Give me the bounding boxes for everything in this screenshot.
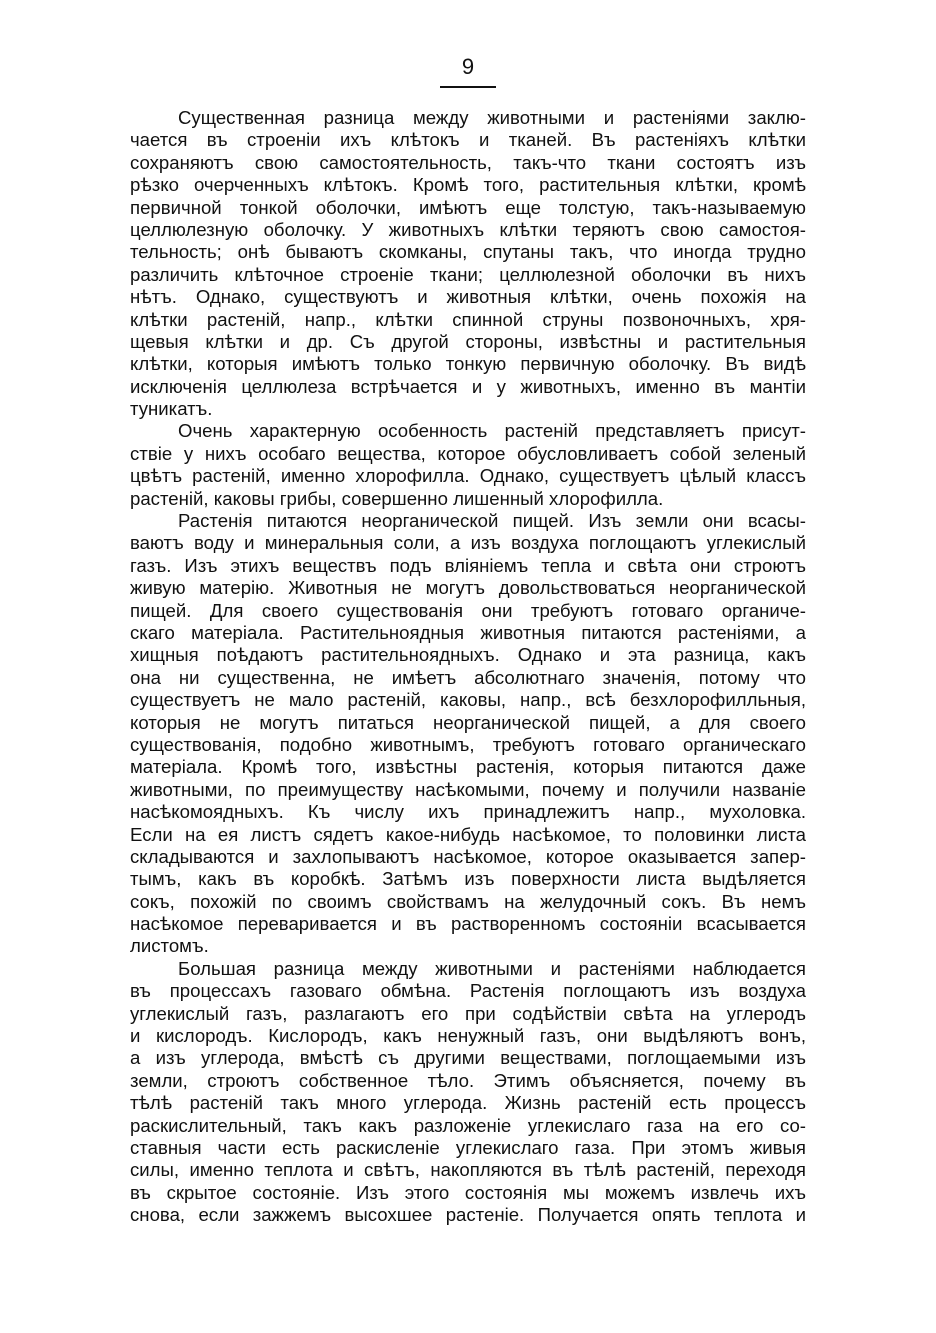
text-line: тымъ, какъ въ коробкѣ. Затѣмъ изъ поверхности листа выдѣляется — [130, 868, 806, 890]
text-line: тельность; онѣ бываютъ скомканы, спутаны такъ, что иногда трудно — [130, 241, 806, 263]
text-line: Существенная разница между животными и растеніями заклю- — [178, 107, 806, 128]
text-line: животными, по преимуществу насѣкомыми, почему и получили названіе — [130, 778, 806, 800]
text-line: хищныя поѣдаютъ растительноядныхъ. Однако и эта разница, какъ — [130, 644, 806, 666]
text-line: складываются и захлопываютъ насѣкомое, которое оказывается запер- — [130, 845, 806, 867]
text-line: Если на ея листъ сядетъ какое-нибудь насѣкомое, то половинки листа — [130, 823, 806, 845]
text-line: существуетъ не мало растеній, каковы, напр., всѣ безхлорофилльныя, — [130, 689, 806, 711]
page-number-underline — [440, 86, 496, 88]
text-line: ставныя части есть раскисленіе углекислаго газа. При этомъ живыя — [130, 1136, 806, 1158]
paragraph — [130, 510, 806, 958]
text-line: Большая разница между животными и растеніями наблюдается — [178, 957, 806, 979]
text-line: рѣзко очерченныхъ клѣтокъ. Кромѣ того, растительныя клѣтки, кромѣ — [130, 174, 806, 196]
text-line: растеній, каковы грибы, совершенно лишенный хлорофилла. — [130, 487, 664, 509]
text-line: снова, если зажжемъ высохшее растеніе. Получается опять теплота и — [130, 1204, 806, 1226]
text-line: земли, строютъ собственное тѣло. Этимъ объясняется, почему въ — [130, 1069, 806, 1091]
text-line: сохраняютъ свою самостоятельность, такъ-что ткани состоятъ изъ — [130, 151, 806, 173]
text-line: щевыя клѣтки и др. Съ другой стороны, извѣстны и растительныя — [130, 330, 806, 352]
text-line: матеріала. Кромѣ того, извѣстны растенія, которыя питаются даже — [130, 756, 806, 778]
text-line: клѣтки растеній, напр., клѣтки спинной струны позвоночныхъ, хря- — [130, 308, 806, 330]
text-line: цвѣтъ растеній, именно хлорофилла. Однако, существуетъ цѣлый классъ — [130, 465, 806, 487]
text-line: раскислительный, такъ какъ разложеніе углекислаго газа на его со- — [130, 1114, 806, 1136]
text-line: нѣтъ. Однако, существуютъ и животныя клѣтки, очень похожія на — [130, 286, 806, 308]
text-line: которыя не могутъ питаться неорганической пищей, а для своего — [130, 711, 806, 733]
text-line: въ процессахъ газоваго обмѣна. Растенія поглощаютъ изъ воздуха — [130, 980, 806, 1002]
text-line: а изъ углерода, вмѣстѣ съ другими веществами, поглощаемыми изъ — [130, 1047, 806, 1069]
text-line: насѣкомое переваривается и въ растворенномъ состояніи всасывается — [130, 913, 806, 935]
text-line: ваютъ воду и минеральныя соли, а изъ воздуха поглощаютъ углекислый — [130, 532, 806, 554]
text-line: Очень характерную особенность растеній представляетъ присут- — [178, 420, 806, 442]
text-line: листомъ. — [130, 935, 209, 957]
text-line: въ скрытое состояніе. Изъ этого состоянія мы можемъ извлечь ихъ — [130, 1181, 806, 1203]
text-line: исключенія целлюлеза встрѣчается и у животныхъ, именно въ мантіи — [130, 375, 806, 397]
body-text — [130, 107, 806, 1227]
paragraph — [130, 107, 806, 420]
text-line: углекислый газъ, разлагаютъ его при содѣйствіи свѣта на углеродъ — [130, 1002, 806, 1024]
text-line: пищей. Для своего существованія они требуютъ готоваго органиче- — [130, 599, 806, 621]
text-line: Растенія питаются неорганической пищей. Изъ земли они всасы- — [178, 510, 806, 532]
text-line: насѣкомоядныхъ. Къ числу ихъ принадлежитъ напр., мухоловка. — [130, 801, 806, 823]
text-line: различить клѣточное строеніе ткани; целлюлезной оболочки въ нихъ — [130, 263, 806, 285]
paragraph — [130, 958, 806, 1227]
text-line: и кислородъ. Кислородъ, какъ ненужный газъ, они выдѣляютъ вонъ, — [130, 1025, 806, 1047]
text-line: клѣтки, которыя имѣютъ только тонкую первичную оболочку. Въ видѣ — [130, 353, 806, 375]
text-line: живую матерію. Животныя не могутъ довольствоваться неорганической — [130, 577, 806, 599]
text-line: газъ. Изъ этихъ веществъ подъ вліяніемъ тепла и свѣта они строютъ — [130, 554, 806, 576]
text-line: чается въ строеніи ихъ клѣтокъ и тканей. Въ растеніяхъ клѣтки — [130, 129, 806, 151]
text-line: первичной тонкой оболочки, имѣютъ еще толстую, такъ-называемую — [130, 196, 806, 218]
text-line: ствіе у нихъ особаго вещества, которое обусловливаетъ собой зеленый — [130, 442, 806, 464]
page-number: 9 — [461, 54, 475, 79]
text-line: скаго матеріала. Растительноядныя животныя питаются растеніями, а — [130, 621, 806, 643]
text-line: она ни существенна, не имѣетъ абсолютнаго значенія, потому что — [130, 666, 806, 688]
text-line: туникатъ. — [130, 398, 213, 420]
text-line: целлюлезную оболочку. У животныхъ клѣтки теряютъ свою самостоя- — [130, 218, 806, 240]
text-line: сокъ, похожій по своимъ свойствамъ на желудочный сокъ. Въ немъ — [130, 890, 806, 912]
text-line: тѣлѣ растеній такъ много углерода. Жизнь растеній есть процессъ — [130, 1092, 806, 1114]
paragraph — [130, 420, 806, 510]
text-line: существованія, подобно животнымъ, требуютъ готоваго органическаго — [130, 733, 806, 755]
text-line: силы, именно теплота и свѣтъ, накопляются въ тѣлѣ растеній, переходя — [130, 1159, 806, 1181]
